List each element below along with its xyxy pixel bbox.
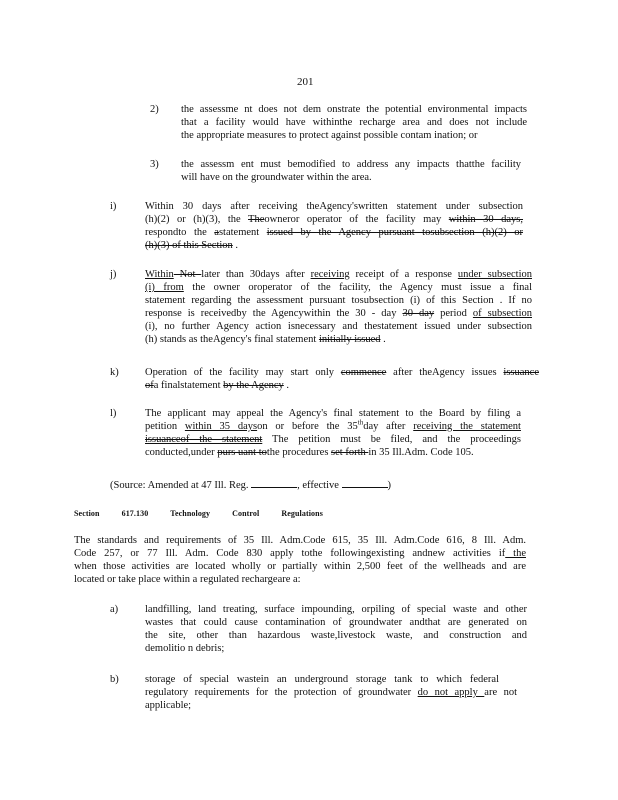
text-run: (h)(2) or (h)(3), the bbox=[145, 214, 249, 225]
source-text: (Source: Amended at 47 Ill. Reg. bbox=[110, 480, 252, 491]
inserted-text: within 35 days bbox=[184, 421, 258, 432]
struck-text: commence bbox=[340, 367, 387, 378]
struck-text: issuanceof the statement bbox=[145, 434, 263, 445]
text-run: petition bbox=[145, 421, 185, 432]
inserted-text: receiving the statement bbox=[413, 421, 521, 432]
section-title-word: Regulations bbox=[281, 509, 323, 518]
text-line bbox=[145, 226, 523, 239]
struck-text: initially issued bbox=[318, 334, 381, 345]
inserted-text: the bbox=[505, 548, 526, 559]
text-run: the procedures bbox=[266, 447, 332, 458]
text-line: the assessm ent must bemodified to address any impacts thatthe facility bbox=[181, 159, 521, 170]
item-j-label: j) bbox=[110, 269, 117, 280]
struck-text: by the Agency bbox=[223, 380, 284, 391]
text-run: respondto the bbox=[145, 227, 215, 238]
text-line: will have on the groundwater within the area. bbox=[181, 172, 372, 183]
text-line bbox=[145, 213, 523, 226]
text-line: The standards and requirements of 35 Ill. Adm.Code 615, 35 Ill. Adm.Code 616, 8 Ill. Adm. bbox=[74, 535, 526, 546]
text-run: a finalstatement bbox=[153, 380, 224, 391]
struck-text: within 30 days, bbox=[448, 214, 524, 225]
text-line: the assessme nt does not dem onstrate the potential environmental impacts bbox=[181, 104, 527, 115]
item-k-label: k) bbox=[110, 367, 119, 378]
struck-text: set forth bbox=[331, 447, 369, 458]
section-title-word: Control bbox=[232, 509, 260, 518]
text-line: that a facility would have withinthe recharge area and does not include bbox=[181, 117, 527, 128]
text-line: statement regarding the assessment pursuant tosubsection (i) of this Section . If no bbox=[145, 295, 532, 306]
struck-text: (h)(3) of this Section bbox=[145, 240, 233, 251]
text-run: owneror operator of the facility may bbox=[264, 214, 449, 225]
source-text: ) bbox=[387, 480, 392, 491]
blank-line bbox=[342, 478, 388, 488]
text-line: storage of special wastein an underground storage tank to which federal bbox=[145, 674, 499, 685]
struck-text: Not bbox=[173, 269, 202, 280]
text-line bbox=[145, 446, 521, 459]
intro-paragraph bbox=[74, 534, 526, 586]
text-line: demolitio n debris; bbox=[145, 643, 225, 654]
text-run: period bbox=[434, 308, 473, 319]
source-text: , effective bbox=[297, 480, 342, 491]
struck-text: issued by the Agency pursuant tosubsection (h)(2) or bbox=[266, 227, 523, 238]
text-line: wastes that could cause contamination of groundwater andthat are generated on bbox=[145, 617, 527, 628]
inserted-text: under subsection bbox=[457, 269, 532, 280]
item-i-text bbox=[145, 200, 523, 252]
text-line bbox=[145, 333, 532, 346]
text-run: are not bbox=[484, 687, 517, 698]
text-run: receipt of a response bbox=[349, 269, 458, 280]
text-run: statement bbox=[218, 227, 267, 238]
text-run: the owner oroperator of the facility, the Agency must issue a final bbox=[183, 282, 532, 293]
text-line: the appropriate measures to protect against possible contam ination; or bbox=[181, 130, 478, 141]
text-line: the site, other than hazardous waste,livestock waste, and construction and bbox=[145, 630, 527, 641]
text-line bbox=[145, 379, 539, 392]
text-line bbox=[145, 433, 521, 446]
inserted-text: receiving bbox=[310, 269, 350, 280]
source-note bbox=[110, 478, 391, 492]
text-line bbox=[145, 239, 523, 252]
text-run: Code 257, or 77 Ill. Adm. Code 830 apply tothe followingexisting andnew activities if bbox=[74, 548, 506, 559]
text-run: Operation of the facility may start only bbox=[145, 367, 341, 378]
text-run: The petition must be filed, and the proceedings bbox=[262, 434, 521, 445]
superscript: th bbox=[357, 418, 364, 427]
text-line bbox=[145, 268, 532, 281]
text-run: . bbox=[283, 380, 290, 391]
text-line bbox=[145, 420, 521, 433]
inserted-text: (i) from bbox=[145, 282, 184, 293]
section-heading bbox=[74, 507, 345, 520]
text-line: applicable; bbox=[145, 700, 192, 711]
text-run: conducted,under bbox=[145, 447, 218, 458]
text-line: The applicant may appeal the Agency's final statement to the Board by filing a bbox=[145, 408, 521, 419]
item-2-text bbox=[181, 103, 527, 142]
section-number: 617.130 bbox=[121, 509, 149, 518]
blank-line bbox=[251, 478, 297, 488]
inserted-text: of subsection bbox=[472, 308, 532, 319]
item-3-label: 3) bbox=[150, 159, 159, 170]
text-run: in 35 Ill.Adm. Code 105. bbox=[368, 447, 474, 458]
item-l-text bbox=[145, 407, 521, 459]
text-line bbox=[145, 686, 517, 699]
item-i-label: i) bbox=[110, 201, 117, 212]
text-run: on or before the 35 bbox=[257, 421, 358, 432]
text-run: later than 30days after bbox=[201, 269, 311, 280]
text-line: (i), no further Agency action isnecessary and thestatement issued under subsection bbox=[145, 321, 532, 332]
section-title-word: Technology bbox=[170, 509, 211, 518]
item-b-label: b) bbox=[110, 674, 119, 685]
item-a-label: a) bbox=[110, 604, 119, 615]
text-run: . bbox=[232, 240, 239, 251]
item-k-text bbox=[145, 366, 539, 392]
struck-text: 30 day bbox=[402, 308, 435, 319]
text-line: landfilling, land treating, surface impounding, orpiling of special waste and other bbox=[145, 604, 527, 615]
struck-text: purs uant to bbox=[217, 447, 267, 458]
item-l-label: l) bbox=[110, 408, 117, 419]
inserted-text: do not apply bbox=[417, 687, 485, 698]
text-run: after theAgency issues bbox=[386, 367, 504, 378]
text-line: when those activities are located wholly or partially within 2,500 feet of the wellheads and are bbox=[74, 561, 526, 572]
text-line bbox=[74, 547, 526, 560]
struck-text: of bbox=[145, 380, 154, 391]
text-run: response is receivedby the Agencywithin the 30 - day bbox=[145, 308, 403, 319]
text-run: . bbox=[380, 334, 386, 345]
item-b-text bbox=[145, 673, 517, 712]
item-a-text bbox=[145, 603, 527, 655]
text-line bbox=[145, 281, 532, 294]
struck-text: The bbox=[248, 214, 265, 225]
item-j-text bbox=[145, 268, 532, 346]
text-line: Within 30 days after receiving theAgency'swritten statement under subsection bbox=[145, 201, 523, 212]
text-run: day after bbox=[363, 421, 414, 432]
text-line: located or take place within a regulated rechargeare a: bbox=[74, 574, 301, 585]
text-line bbox=[145, 307, 532, 320]
page-number: 201 bbox=[297, 76, 314, 88]
struck-text: issuance bbox=[503, 367, 539, 378]
text-run: (h) stands as theAgency's final statement bbox=[145, 334, 319, 345]
struck-text: a bbox=[214, 227, 219, 238]
text-line bbox=[145, 366, 539, 379]
section-label: Section bbox=[74, 509, 100, 518]
item-3-text bbox=[181, 158, 521, 184]
item-2-label: 2) bbox=[150, 104, 159, 115]
inserted-text: Within bbox=[145, 269, 174, 280]
text-run: regulatory requirements for the protection of groundwater bbox=[145, 687, 418, 698]
